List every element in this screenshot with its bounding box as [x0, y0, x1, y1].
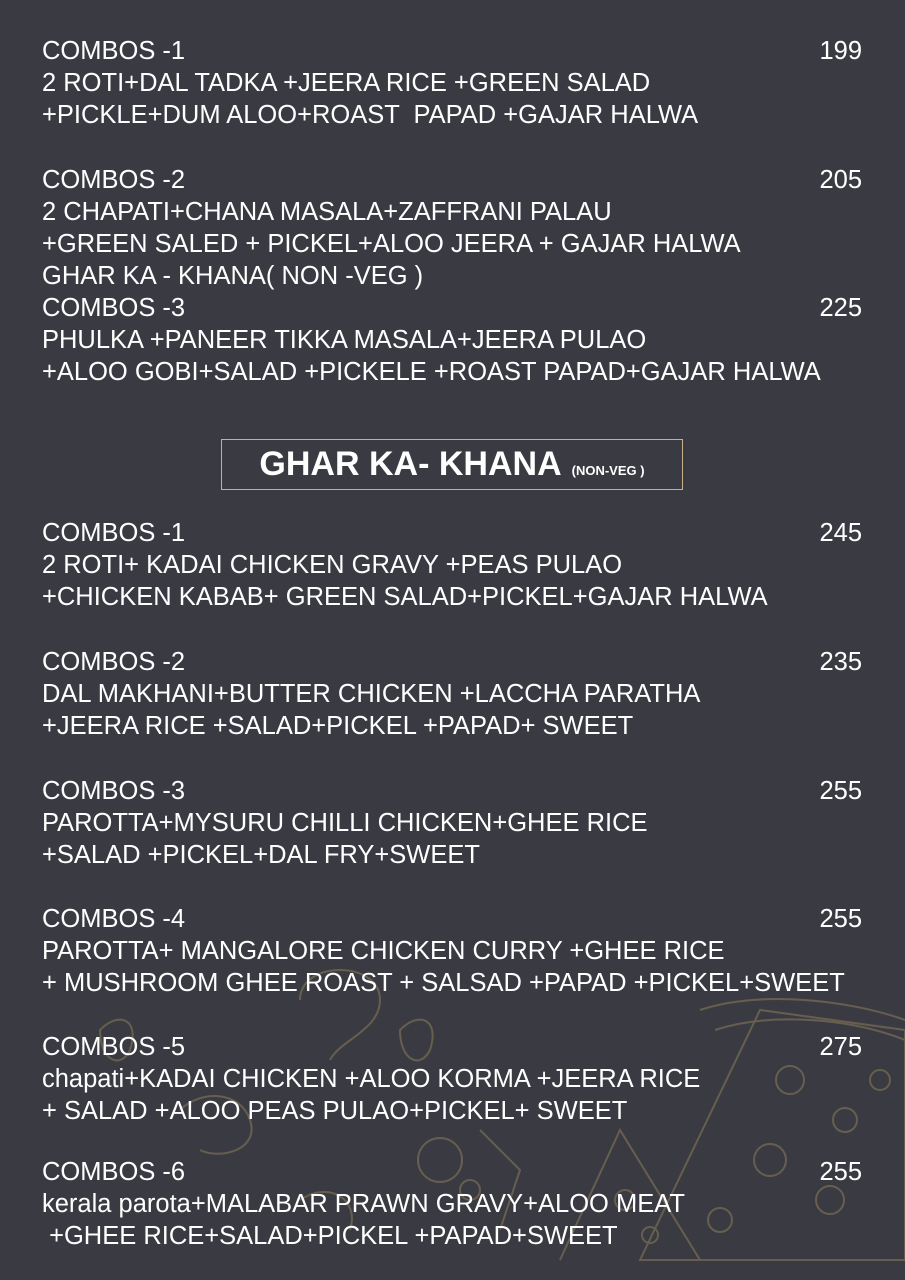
combo-items: +CHICKEN KABAB+ GREEN SALAD+PICKEL+GAJAR HALWA [42, 583, 768, 611]
combo-price: 235 [819, 648, 862, 676]
combo-items: GHAR KA - KHANA( NON -VEG ) [42, 262, 424, 290]
combo-title: COMBOS -2 [42, 166, 186, 194]
combo-items: +GHEE RICE+SALAD+PICKEL +PAPAD+SWEET [42, 1222, 618, 1250]
combo-items: +PICKLE+DUM ALOO+ROAST PAPAD +GAJAR HALWA [42, 101, 699, 129]
combo-title: COMBOS -3 [42, 294, 186, 322]
combo-title: COMBOS -6 [42, 1158, 186, 1186]
combo-items: DAL MAKHANI+BUTTER CHICKEN +LACCHA PARATHA [42, 680, 701, 708]
combo-price: 255 [819, 1158, 862, 1186]
combo-price: 199 [819, 37, 862, 65]
combo-price: 255 [819, 905, 862, 933]
combo-price: 245 [819, 519, 862, 547]
section-subtitle: (NON-VEG ) [571, 463, 645, 478]
combo-price: 205 [819, 166, 862, 194]
combo-items: kerala parota+MALABAR PRAWN GRAVY+ALOO MEAT [42, 1190, 685, 1218]
combo-title: COMBOS -3 [42, 777, 186, 805]
combo-items: PAROTTA+ MANGALORE CHICKEN CURRY +GHEE RICE [42, 937, 725, 965]
combo-items: +GREEN SALED + PICKEL+ALOO JEERA + GAJAR HALWA [42, 230, 741, 258]
combo-items: 2 ROTI+DAL TADKA +JEERA RICE +GREEN SALAD [42, 69, 651, 97]
combo-items: +SALAD +PICKEL+DAL FRY+SWEET [42, 841, 480, 869]
combo-items: chapati+KADAI CHICKEN +ALOO KORMA +JEERA RICE [42, 1065, 701, 1093]
combo-items: PAROTTA+MYSURU CHILLI CHICKEN+GHEE RICE [42, 809, 648, 837]
combo-items: +ALOO GOBI+SALAD +PICKELE +ROAST PAPAD+GAJAR HALWA [42, 358, 821, 386]
combo-items: + MUSHROOM GHEE ROAST + SALSAD +PAPAD +PICKEL+SWEET [42, 969, 845, 997]
combo-items: 2 CHAPATI+CHANA MASALA+ZAFFRANI PALAU [42, 198, 612, 226]
combo-title: COMBOS -1 [42, 37, 186, 65]
combo-title: COMBOS -2 [42, 648, 186, 676]
combo-items: + SALAD +ALOO PEAS PULAO+PICKEL+ SWEET [42, 1097, 628, 1125]
combo-title: COMBOS -1 [42, 519, 186, 547]
combo-price: 255 [819, 777, 862, 805]
combo-items: 2 ROTI+ KADAI CHICKEN GRAVY +PEAS PULAO [42, 551, 623, 579]
section-title: GHAR KA- KHANA [259, 445, 562, 483]
combo-items: +JEERA RICE +SALAD+PICKEL +PAPAD+ SWEET [42, 712, 634, 740]
combo-title: COMBOS -4 [42, 905, 186, 933]
combo-price: 225 [819, 294, 862, 322]
combo-price: 275 [819, 1033, 862, 1061]
section-header [221, 439, 683, 490]
combo-title: COMBOS -5 [42, 1033, 186, 1061]
combo-items: PHULKA +PANEER TIKKA MASALA+JEERA PULAO [42, 326, 647, 354]
